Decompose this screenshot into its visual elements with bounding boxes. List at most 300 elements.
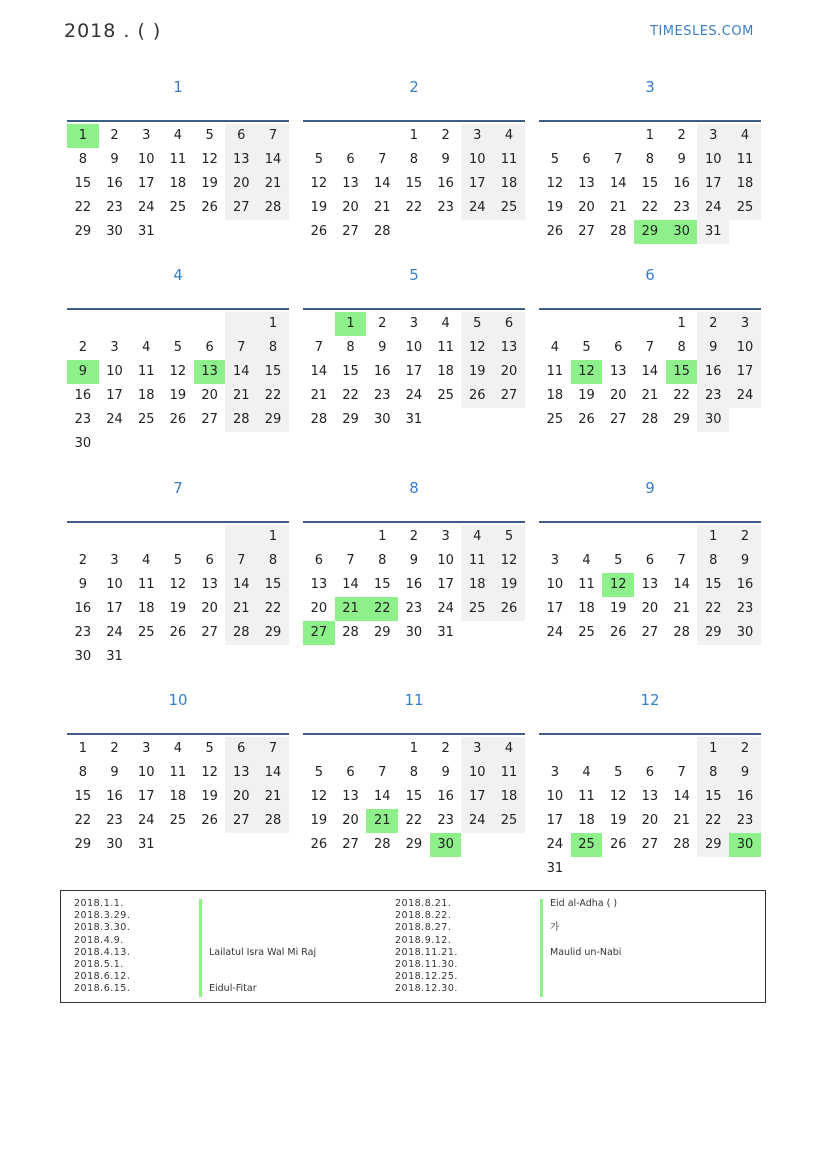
holiday-marker-bar [540, 899, 543, 997]
empty-cell [335, 124, 367, 148]
day-cell: 1 [257, 312, 289, 336]
day-cell: 25 [137, 625, 155, 640]
day-cell: 19 [546, 200, 564, 215]
month-grid [303, 120, 525, 244]
day-cell: 5 [550, 152, 559, 167]
day-cell: 8 [645, 152, 655, 167]
day-cell: 11 [137, 364, 155, 379]
day-cell: 25 [169, 813, 187, 828]
holiday-name [550, 983, 621, 995]
day-cell: 21 [257, 785, 289, 809]
day-cell: 4 [142, 553, 151, 568]
day-cell: 14 [673, 789, 690, 804]
day-cell: 9 [78, 577, 87, 592]
month-grid [67, 308, 289, 456]
day-cell: 11 [169, 765, 187, 780]
day-cell: 10 [106, 364, 123, 379]
day-cell: 29 [257, 621, 289, 645]
day-cell: 21 [225, 597, 257, 621]
month-3 [539, 70, 761, 244]
empty-cell [602, 124, 634, 148]
day-cell: 22 [673, 388, 690, 403]
day-cell: 4 [493, 737, 525, 761]
day-cell: 19 [493, 573, 525, 597]
day-cell: 18 [169, 176, 187, 191]
holiday-name [550, 971, 621, 983]
holiday-date: 2018.11.30. [395, 958, 458, 970]
day-cell: 23 [405, 601, 423, 616]
day-cell: 3 [142, 741, 151, 756]
day-cell: 12 [310, 789, 328, 804]
empty-cell [225, 525, 257, 549]
holiday-names-right [550, 898, 621, 996]
day-cell: 7 [645, 340, 655, 355]
day-cell: 5 [614, 765, 623, 780]
day-cell: 23 [106, 813, 123, 828]
day-cell: 15 [666, 360, 698, 384]
page-title: 2018 . ( ) [64, 20, 162, 42]
day-cell: 23 [373, 388, 391, 403]
day-cell: 27 [641, 837, 659, 852]
day-cell: 18 [578, 601, 595, 616]
day-cell: 23 [437, 813, 454, 828]
day-cell: 24 [461, 809, 493, 833]
day-cell: 20 [225, 785, 257, 809]
day-cell: 19 [169, 388, 187, 403]
day-cell: 15 [405, 789, 423, 804]
month-name: 8 [409, 479, 419, 497]
day-cell: 28 [310, 412, 328, 427]
day-cell: 4 [493, 124, 525, 148]
day-cell: 18 [578, 813, 595, 828]
day-cell: 11 [493, 761, 525, 785]
day-cell: 17 [137, 176, 155, 191]
day-cell: 21 [641, 388, 659, 403]
day-cell: 22 [342, 388, 359, 403]
holiday-name [209, 959, 316, 971]
empty-cell [67, 525, 99, 549]
day-cell: 18 [137, 388, 155, 403]
day-cell: 29 [373, 625, 391, 640]
month-name: 4 [173, 266, 183, 284]
day-cell: 20 [342, 200, 359, 215]
month-name: 6 [645, 266, 655, 284]
month-8 [303, 471, 525, 645]
empty-cell [602, 525, 634, 549]
day-cell: 1 [697, 737, 729, 761]
empty-cell [634, 525, 666, 549]
day-cell: 9 [67, 360, 99, 384]
empty-cell [194, 525, 226, 549]
empty-cell [539, 312, 571, 336]
day-cell: 6 [614, 340, 623, 355]
holiday-date: 2018.8.22. [395, 910, 452, 922]
day-cell: 13 [493, 336, 525, 360]
day-cell: 5 [461, 312, 493, 336]
empty-cell [571, 124, 603, 148]
day-cell: 14 [310, 364, 328, 379]
day-cell: 16 [437, 176, 454, 191]
month-name: 11 [404, 691, 424, 709]
day-cell: 8 [677, 340, 686, 355]
day-cell: 6 [205, 340, 214, 355]
holiday-date: 2018.4.13. [74, 946, 131, 958]
empty-cell [162, 312, 194, 336]
empty-cell [225, 312, 257, 336]
holiday-date: 2018.3.29. [74, 910, 131, 922]
day-cell: 31 [405, 412, 423, 427]
day-cell: 11 [437, 340, 454, 355]
day-cell: 6 [205, 553, 214, 568]
day-cell: 12 [602, 573, 634, 597]
day-cell: 3 [550, 553, 559, 568]
day-cell: 12 [310, 176, 328, 191]
day-cell: 27 [342, 837, 359, 852]
month-2 [303, 70, 525, 244]
day-cell: 2 [441, 741, 450, 756]
month-4 [67, 258, 289, 456]
month-name: 1 [173, 78, 183, 96]
day-cell: 2 [110, 128, 119, 143]
day-cell: 29 [342, 412, 359, 427]
day-cell: 7 [614, 152, 623, 167]
day-cell: 17 [137, 789, 155, 804]
day-cell: 26 [310, 837, 328, 852]
day-cell: 3 [550, 765, 559, 780]
empty-cell [666, 737, 698, 761]
day-cell: 9 [441, 152, 450, 167]
day-cell: 12 [546, 176, 564, 191]
holiday-date: 2018.9.12. [395, 934, 452, 946]
day-cell: 8 [257, 549, 289, 573]
day-cell: 28 [673, 625, 690, 640]
day-cell: 8 [346, 340, 355, 355]
day-cell: 26 [546, 224, 564, 239]
day-cell: 15 [641, 176, 659, 191]
day-cell: 18 [493, 785, 525, 809]
day-cell: 13 [225, 761, 257, 785]
empty-cell [602, 312, 634, 336]
day-cell: 5 [205, 128, 214, 143]
day-cell: 4 [173, 741, 183, 756]
month-name: 2 [409, 78, 419, 96]
empty-cell [130, 312, 162, 336]
empty-cell [571, 525, 603, 549]
empty-cell [99, 525, 131, 549]
empty-cell [194, 312, 226, 336]
day-cell: 28 [609, 224, 627, 239]
day-cell: 2 [729, 737, 761, 761]
day-cell: 10 [405, 340, 423, 355]
day-cell: 23 [106, 200, 123, 215]
day-cell: 26 [578, 412, 595, 427]
empty-cell [634, 312, 666, 336]
day-cell: 25 [729, 196, 761, 220]
day-cell: 4 [173, 128, 183, 143]
day-cell: 3 [697, 124, 729, 148]
day-cell: 27 [225, 809, 257, 833]
day-cell: 12 [169, 577, 187, 592]
site-logo[interactable]: TIMESLES.COM [650, 24, 754, 39]
holiday-date: 2018.6.12. [74, 971, 131, 983]
day-cell: 26 [201, 813, 218, 828]
day-cell: 14 [641, 364, 659, 379]
day-cell: 9 [729, 761, 761, 785]
day-cell: 4 [441, 316, 450, 331]
day-cell: 19 [310, 813, 328, 828]
holiday-dates-right [395, 898, 458, 996]
day-cell: 24 [106, 412, 123, 427]
day-cell: 9 [378, 340, 387, 355]
day-cell: 25 [571, 833, 603, 857]
empty-cell [571, 312, 603, 336]
holiday-name [550, 910, 621, 922]
day-cell: 19 [578, 388, 595, 403]
day-cell: 27 [342, 224, 359, 239]
day-cell: 15 [373, 577, 391, 592]
day-cell: 1 [78, 741, 87, 756]
month-11 [303, 683, 525, 857]
empty-cell [539, 124, 571, 148]
day-cell: 16 [729, 573, 761, 597]
holiday-marker-bar [199, 899, 202, 997]
day-cell: 20 [342, 813, 359, 828]
day-cell: 25 [546, 412, 564, 427]
day-cell: 2 [378, 316, 387, 331]
day-cell: 18 [493, 172, 525, 196]
day-cell: 31 [106, 649, 123, 664]
day-cell: 30 [106, 837, 123, 852]
holiday-name: 가 [550, 922, 560, 934]
day-cell: 17 [106, 388, 123, 403]
holiday-name [209, 922, 316, 934]
day-cell: 17 [405, 364, 423, 379]
day-cell: 13 [578, 176, 595, 191]
day-cell: 13 [641, 789, 659, 804]
day-cell: 12 [201, 765, 218, 780]
day-cell: 19 [609, 813, 627, 828]
day-cell: 5 [314, 765, 323, 780]
day-cell: 10 [137, 765, 155, 780]
day-cell: 14 [673, 577, 690, 592]
holiday-name [550, 959, 621, 971]
day-cell: 13 [201, 577, 218, 592]
day-cell: 10 [106, 577, 123, 592]
day-cell: 25 [461, 597, 493, 621]
month-grid [539, 521, 761, 645]
day-cell: 24 [437, 601, 454, 616]
day-cell: 19 [201, 789, 218, 804]
day-cell: 30 [405, 625, 423, 640]
day-cell: 7 [257, 737, 289, 761]
day-cell: 13 [609, 364, 627, 379]
day-cell: 9 [677, 152, 686, 167]
holiday-date: 2018.12.30. [395, 983, 458, 995]
day-cell: 8 [257, 336, 289, 360]
day-cell: 23 [729, 809, 761, 833]
day-cell: 4 [461, 525, 493, 549]
day-cell: 26 [609, 837, 627, 852]
day-cell: 22 [697, 597, 729, 621]
day-cell: 6 [346, 152, 355, 167]
day-cell: 4 [550, 340, 559, 355]
day-cell: 26 [493, 597, 525, 621]
holiday-date: 2018.5.1. [74, 958, 124, 970]
day-cell: 26 [169, 412, 187, 427]
day-cell: 28 [673, 837, 690, 852]
day-cell: 31 [137, 224, 155, 239]
day-cell: 6 [225, 124, 257, 148]
day-cell: 1 [257, 525, 289, 549]
day-cell: 30 [106, 224, 123, 239]
day-cell: 7 [677, 553, 686, 568]
empty-cell [539, 525, 571, 549]
day-cell: 20 [225, 172, 257, 196]
day-cell: 10 [697, 148, 729, 172]
empty-cell [303, 124, 335, 148]
day-cell: 27 [641, 625, 659, 640]
holiday-date: 2018.4.9. [74, 934, 124, 946]
day-cell: 6 [346, 765, 355, 780]
day-cell: 27 [609, 412, 627, 427]
day-cell: 3 [142, 128, 151, 143]
day-cell: 27 [225, 196, 257, 220]
day-cell: 24 [729, 384, 761, 408]
day-cell: 15 [342, 364, 359, 379]
day-cell: 6 [225, 737, 257, 761]
month-grid [67, 521, 289, 669]
day-cell: 7 [346, 553, 355, 568]
month-name: 10 [168, 691, 188, 709]
day-cell: 30 [666, 220, 698, 244]
day-cell: 16 [729, 785, 761, 809]
holiday-name [209, 935, 316, 947]
day-cell: 7 [677, 765, 686, 780]
day-cell: 20 [641, 813, 659, 828]
day-cell: 15 [697, 573, 729, 597]
month-name: 5 [409, 266, 419, 284]
day-cell: 7 [225, 549, 257, 573]
day-cell: 30 [729, 833, 761, 857]
day-cell: 24 [697, 196, 729, 220]
day-cell: 8 [697, 761, 729, 785]
day-cell: 1 [378, 529, 387, 544]
day-cell: 13 [194, 360, 226, 384]
day-cell: 24 [546, 625, 564, 640]
day-cell: 11 [461, 549, 493, 573]
day-cell: 15 [257, 573, 289, 597]
day-cell: 22 [697, 809, 729, 833]
day-cell: 29 [634, 220, 666, 244]
day-cell: 7 [225, 336, 257, 360]
day-cell: 15 [257, 360, 289, 384]
day-cell: 1 [677, 316, 686, 331]
month-name: 3 [645, 78, 655, 96]
day-cell: 13 [310, 577, 328, 592]
day-cell: 8 [378, 553, 387, 568]
day-cell: 28 [641, 412, 659, 427]
day-cell: 23 [673, 200, 690, 215]
empty-cell [666, 525, 698, 549]
day-cell: 17 [729, 360, 761, 384]
day-cell: 28 [373, 224, 391, 239]
day-cell: 18 [169, 789, 187, 804]
empty-cell [67, 312, 99, 336]
day-cell: 31 [137, 837, 155, 852]
month-grid [67, 120, 289, 244]
month-name: 12 [640, 691, 660, 709]
day-cell: 20 [641, 601, 659, 616]
day-cell: 5 [173, 340, 183, 355]
day-cell: 8 [78, 152, 87, 167]
day-cell: 21 [225, 384, 257, 408]
day-cell: 10 [461, 148, 493, 172]
day-cell: 29 [74, 224, 92, 239]
day-cell: 25 [493, 196, 525, 220]
month-grid [539, 733, 761, 881]
day-cell: 4 [582, 553, 591, 568]
day-cell: 16 [437, 789, 454, 804]
holiday-date: 2018.8.21. [395, 898, 452, 909]
holiday-date: 2018.3.30. [74, 922, 131, 934]
day-cell: 1 [67, 124, 99, 148]
day-cell: 10 [546, 789, 564, 804]
day-cell: 23 [697, 384, 729, 408]
month-7 [67, 471, 289, 669]
day-cell: 14 [225, 573, 257, 597]
day-cell: 22 [74, 200, 92, 215]
day-cell: 11 [169, 152, 187, 167]
day-cell: 20 [201, 601, 218, 616]
day-cell: 1 [697, 525, 729, 549]
day-cell: 1 [335, 312, 367, 336]
day-cell: 17 [697, 172, 729, 196]
month-12 [539, 683, 761, 881]
day-cell: 30 [729, 621, 761, 645]
day-cell: 29 [673, 412, 690, 427]
day-cell: 29 [697, 833, 729, 857]
day-cell: 19 [169, 601, 187, 616]
empty-cell [335, 525, 367, 549]
day-cell: 6 [645, 765, 655, 780]
day-cell: 10 [729, 336, 761, 360]
day-cell: 27 [493, 384, 525, 408]
day-cell: 16 [74, 601, 92, 616]
day-cell: 16 [106, 789, 123, 804]
empty-cell [303, 525, 335, 549]
day-cell: 28 [257, 196, 289, 220]
empty-cell [162, 525, 194, 549]
day-cell: 19 [310, 200, 328, 215]
day-cell: 20 [310, 601, 328, 616]
day-cell: 25 [169, 200, 187, 215]
month-grid [303, 733, 525, 857]
month-10 [67, 683, 289, 857]
day-cell: 3 [461, 737, 493, 761]
day-cell: 19 [461, 360, 493, 384]
month-grid [303, 308, 525, 432]
empty-cell [634, 737, 666, 761]
day-cell: 7 [257, 124, 289, 148]
day-cell: 20 [201, 388, 218, 403]
holiday-name: Lailatul Isra Wal Mi Raj [209, 946, 317, 958]
day-cell: 22 [257, 597, 289, 621]
day-cell: 9 [697, 336, 729, 360]
day-cell: 31 [546, 861, 564, 876]
day-cell: 10 [461, 761, 493, 785]
holiday-date: 2018.12.25. [395, 971, 458, 983]
day-cell: 24 [405, 388, 423, 403]
